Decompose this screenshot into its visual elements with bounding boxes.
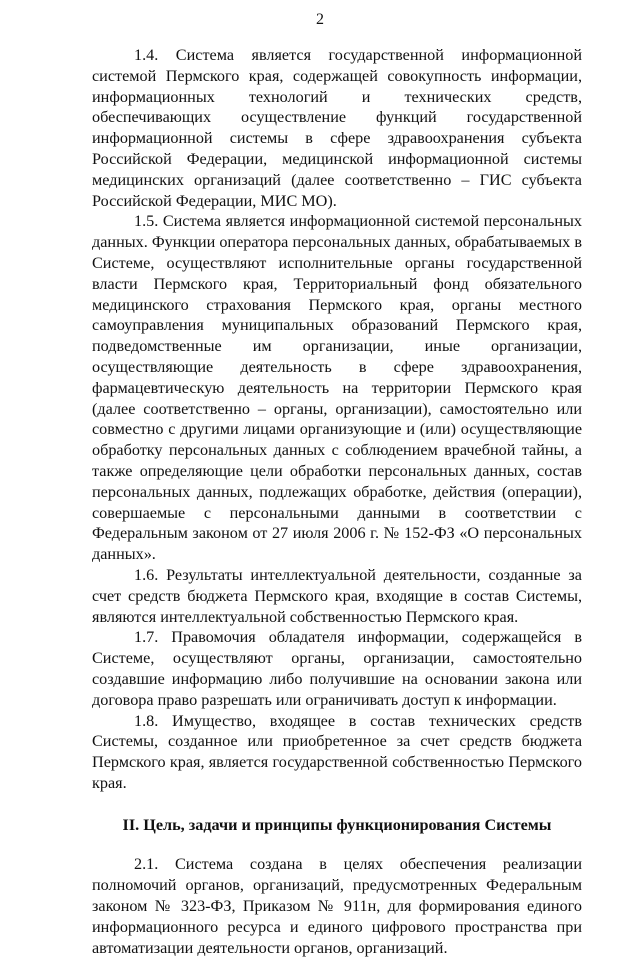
- section-heading: II. Цель, задачи и принципы функционирования Системы: [122, 815, 552, 834]
- document-body: [92, 45, 582, 958]
- paragraph-1-5: 1.5. Система является информационной системой персональных данных. Функции оператора персональных данных, обрабатываемых в Системе, осуществляют исполнительные органы государственной власти Пермского края, Территориальный фонд обязательного медицинского страхования Пермского края, органы местного самоуправления муниципальных образований Пермского края, подведомственные им организации, иные организации, осуществляющие деятельность в сфере здравоохранения, фармацевтическую деятельность на территории Пермского края (далее соответственно – органы, организации), самостоятельно или совместно с другими лицами организующие и (или) осуществляющие обработку персональных данных с соблюдением врачебной тайны, а также определяющие цели обработки персональных данных, состав персональных данных, подлежащих обработке, действия (операции), совершаемые с персональными данными в соответствии с Федеральным законом от 27 июля 2006 г. № 152-ФЗ «О персональных данных».: [92, 212, 582, 564]
- paragraph-1-4: 1.4. Система является государственной информационной системой Пермского края, содержащей совокупность информации, информационных технологий и технических средств, обеспечивающих осуществление функций государственной информационной системы в сфере здравоохранения субъекта Российской Федерации, медицинской информационной системы медицинских организаций (далее соответственно – ГИС субъекта Российской Федерации, МИС МО).: [92, 46, 582, 210]
- page-number: 2: [316, 11, 324, 28]
- paragraph-2-1: 2.1. Система создана в целях обеспечения реализации полномочий органов, организаций, предусмотренных Федеральным законом № 323-ФЗ, Приказом № 911н, для формирования единого информационного ресурса и единого цифрового пространства при автоматизации деятельности органов, организаций.: [92, 855, 582, 957]
- paragraph-1-6: 1.6. Результаты интеллектуальной деятельности, созданные за счет средств бюджета Пермского края, входящие в состав Системы, являются интеллектуальной собственностью Пермского края.: [92, 565, 582, 626]
- paragraph-1-8: 1.8. Имущество, входящее в состав технических средств Системы, созданное или приобретенное за счет средств бюджета Пермского края, является государственной собственностью Пермского края.: [92, 711, 582, 792]
- paragraph-1-7: 1.7. Правомочия обладателя информации, содержащейся в Системе, осуществляют органы, организации, самостоятельно создавшие информацию либо получившие на основании закона или договора право разрешать или ограничивать доступ к информации.: [92, 628, 582, 709]
